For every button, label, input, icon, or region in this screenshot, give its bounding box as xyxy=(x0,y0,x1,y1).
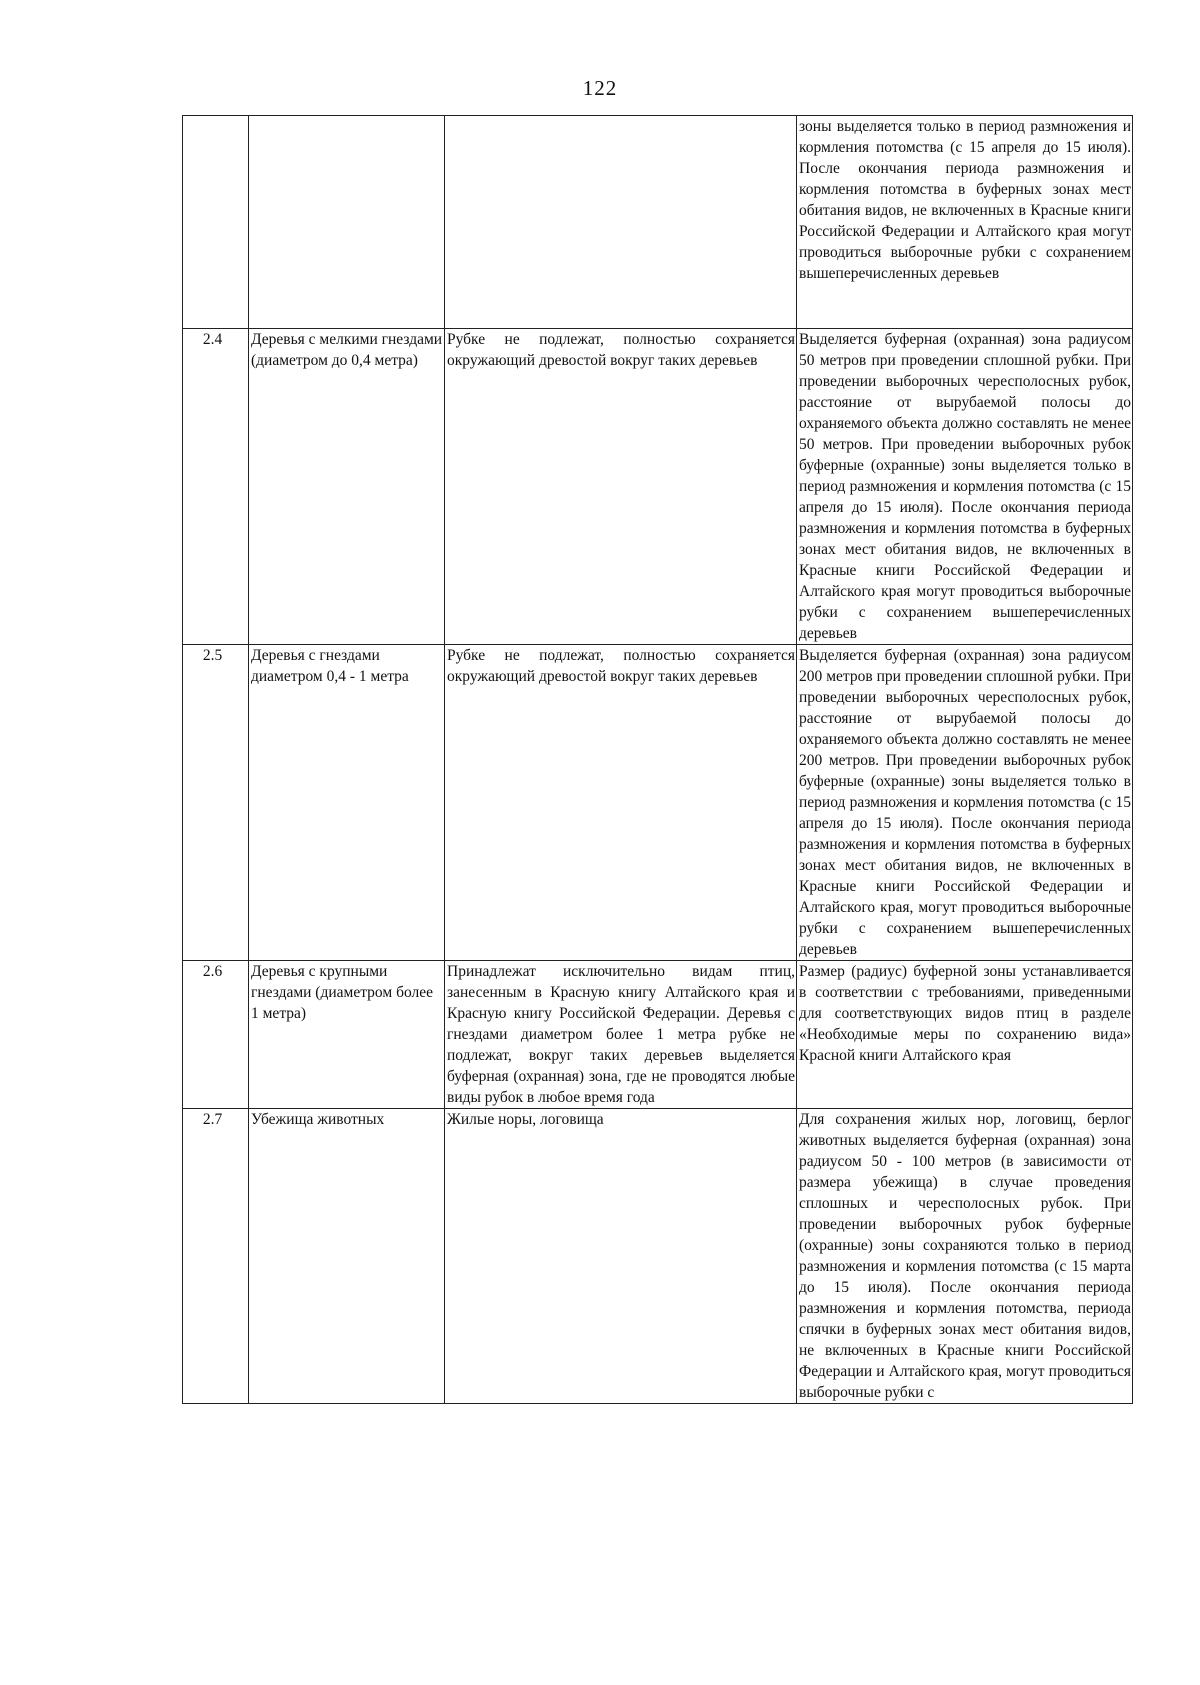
table-row xyxy=(183,116,1133,329)
table-row xyxy=(183,1109,1133,1404)
object-cell: Деревья с гнездами диаметром 0,4 - 1 метра xyxy=(249,645,445,961)
table-row xyxy=(183,645,1133,961)
buffer-zone-cell: Выделяется буферная (охранная) зона радиусом 200 метров при проведении сплошной рубки. При проведении выборочных чересполосных рубок, расстояние от вырубаемой полосы до охраняемого объекта должно составлять не менее 200 метров. При проведении выборочных рубок буферные (охранные) зоны выделяется только в период размножения и кормления потомства (с 15 апреля до 15 июля). После окончания периода размножения и кормления потомства в буферных зонах мест обитания видов, не включенных в Красные книги Российской Федерации и Алтайского края, могут проводиться выборочные рубки с сохранением вышеперечисленных деревьев xyxy=(797,645,1133,961)
rule-cell: Рубке не подлежат, полностью сохраняется окружающий древостой вокруг таких деревьев xyxy=(445,645,797,961)
buffer-zone-cell: Выделяется буферная (охранная) зона радиусом 50 метров при проведении сплошной рубки. При проведении выборочных чересполосных рубок, расстояние от вырубаемой полосы до охраняемого объекта должно составлять не менее 50 метров. При проведении выборочных рубок буферные (охранные) зоны выделяется только в период размножения и кормления потомства (с 15 апреля до 15 июля). После окончания периода размножения и кормления потомства в буферных зонах мест обитания видов, не включенных в Красные книги Российской Федерации и Алтайского края могут проводиться выборочные рубки с сохранением вышеперечисленных деревьев xyxy=(797,329,1133,645)
rule-cell: Жилые норы, логовища xyxy=(445,1109,797,1404)
object-cell: Деревья с крупными гнездами (диаметром более 1 метра) xyxy=(249,961,445,1109)
buffer-zone-cell: Для сохранения жилых нор, логовищ, берлог животных выделяется буферная (охранная) зона радиусом 50 - 100 метров (в зависимости от размера убежища) в случае проведения сплошных и чересполосных рубок. При проведении выборочных рубок буферные (охранные) зоны сохраняются только в период размножения и кормления потомства (с 15 марта до 15 июля). После окончания периода размножения и кормления потомства, периода спячки в буферных зонах мест обитания видов, не включенных в Красные книги Российской Федерации и Алтайского края, могут проводиться выборочные рубки с xyxy=(797,1109,1133,1404)
object-cell xyxy=(249,116,445,329)
page-number: 122 xyxy=(582,76,618,100)
object-cell: Деревья с мелкими гнездами (диаметром до 0,4 метра) xyxy=(249,329,445,645)
table-row xyxy=(183,961,1133,1109)
row-number-cell: 2.7 xyxy=(183,1109,249,1404)
object-cell: Убежища животных xyxy=(249,1109,445,1404)
protected-objects-table xyxy=(182,115,1133,1404)
row-number-cell: 2.6 xyxy=(183,961,249,1109)
buffer-zone-cell: Размер (радиус) буферной зоны устанавливается в соответствии с требованиями, приведенными для соответствующих видов птиц в разделе «Необходимые меры по сохранению вида» Красной книги Алтайского края xyxy=(797,961,1133,1109)
row-number-cell xyxy=(183,116,249,329)
rule-cell xyxy=(445,116,797,329)
buffer-zone-cell: зоны выделяется только в период размножения и кормления потомства (с 15 апреля до 15 июля). После окончания периода размножения и кормления потомства в буферных зонах мест обитания видов, не включенных в Красные книги Российской Федерации и Алтайского края могут проводиться выборочные рубки с сохранением вышеперечисленных деревьев xyxy=(797,116,1133,329)
table-row xyxy=(183,329,1133,645)
row-number-cell: 2.5 xyxy=(183,645,249,961)
rule-cell: Рубке не подлежат, полностью сохраняется окружающий древостой вокруг таких деревьев xyxy=(445,329,797,645)
rule-cell: Принадлежат исключительно видам птиц, занесенным в Красную книгу Алтайского края и Красную книгу Российской Федерации. Деревья с гнездами диаметром более 1 метра рубке не подлежат, вокруг таких деревьев выделяется буферная (охранная) зона, где не проводятся любые виды рубок в любое время года xyxy=(445,961,797,1109)
row-number-cell: 2.4 xyxy=(183,329,249,645)
